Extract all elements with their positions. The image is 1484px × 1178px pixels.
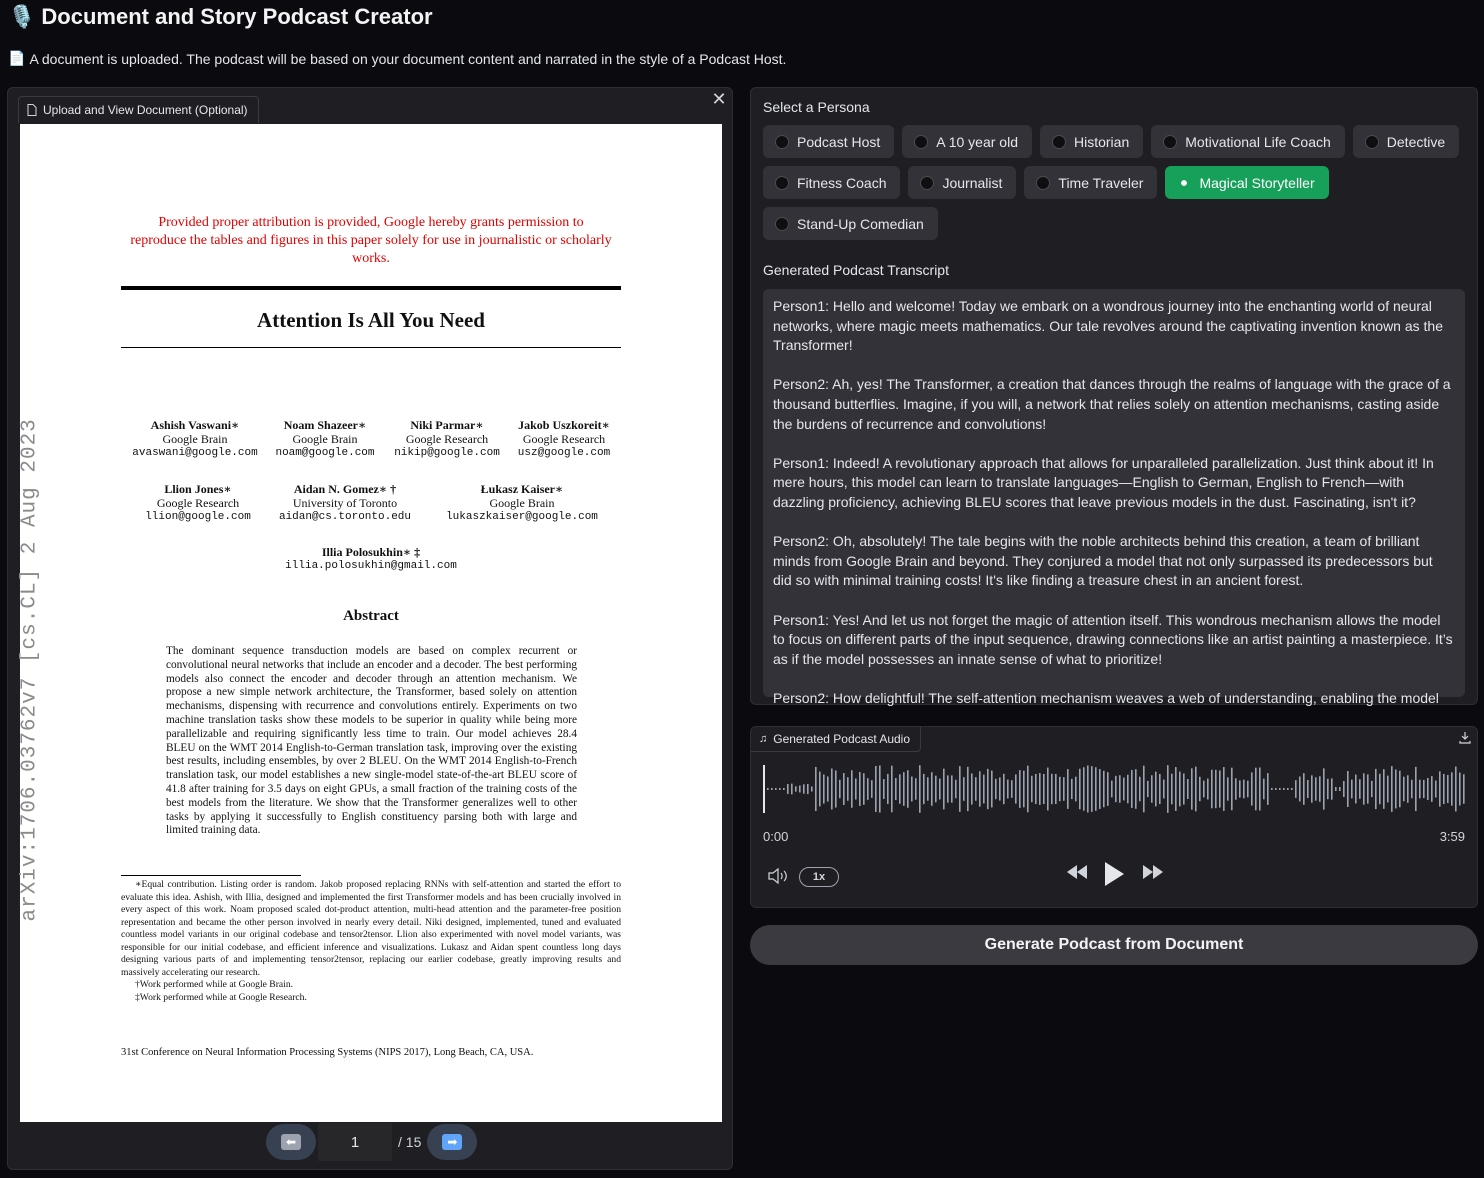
transcript-paragraph: Person1: Hello and welcome! Today we embark on a wondrous journey into the enchanting world of neural networks, where magic meets mathematics. Our tale revolves around the captivating invention known as the Transformer! <box>773 298 1443 354</box>
persona-option-label: Time Traveler <box>1058 174 1144 191</box>
rewind-icon <box>1065 863 1089 881</box>
waveform-bar <box>859 772 861 806</box>
waveform-bar <box>955 780 957 799</box>
generate-podcast-button[interactable]: Generate Podcast from Document <box>750 925 1478 965</box>
waveform-bar <box>1299 777 1301 802</box>
waveform-bar <box>907 770 909 807</box>
author-email: nikip@google.com <box>394 447 500 459</box>
rewind-button[interactable] <box>1065 861 1089 887</box>
waveform-bar <box>1127 775 1129 804</box>
waveform-bar <box>1063 777 1065 801</box>
waveform-bar <box>1267 773 1269 805</box>
waveform-bar <box>1099 769 1101 809</box>
volume-icon[interactable] <box>767 867 789 890</box>
persona-option-label: Podcast Host <box>797 133 881 150</box>
radio-icon <box>914 135 928 149</box>
waveform-bar <box>1327 779 1329 799</box>
persona-row-2 <box>763 166 1329 199</box>
waveform-bar <box>767 788 769 790</box>
radio-icon <box>920 176 934 190</box>
waveform-bar <box>911 777 913 802</box>
abstract-text: The dominant sequence transduction models are based on complex recurrent or convolutional neural networks that include an encoder and a decoder. The best performing models also connect the encoder and decoder through an attention mechanism. We propose a new simple network architecture, the Transformer, based solely on attention mechanisms, dispensing with recurrence and convolutions entirely. Experiments on two machine translation tasks show these models to be superior in quality while being more parallelizable and requiring significantly less time to train. Our model achieves 28.4 BLEU on the WMT 2014 English-to-German translation task, improving over the existing best results, including ensembles, by over 2 BLEU. On the WMT 2014 English-to-French translation task, our model establishes a new single-model state-of-the-art BLEU score of 41.8 after training for 3.5 days on eight GPUs, a small fraction of the training costs of the best models from the literature. We show that the Transformer generalizes well to other tasks by applying it successfully to English constituency parsing both with large and limited training data. <box>166 645 577 837</box>
conference-note: 31st Conference on Neural Information Processing Systems (NIPS 2017), Long Beach, CA, USA. <box>121 1047 534 1058</box>
waveform-bar <box>1103 771 1105 807</box>
waveform-bar <box>1255 768 1257 811</box>
waveform-bar <box>1443 774 1445 804</box>
waveform-bar <box>995 779 997 799</box>
persona-row-3 <box>763 207 938 240</box>
author-name: Ashish Vaswani∗ <box>150 418 240 432</box>
waveform-bar <box>1463 774 1465 803</box>
waveform-bar <box>931 772 933 806</box>
persona-option[interactable] <box>763 166 900 199</box>
waveform-bar <box>771 788 773 790</box>
waveform-bar <box>1079 769 1081 810</box>
waveform-bar <box>1023 771 1025 808</box>
playback-speed-button[interactable]: 1x <box>799 867 839 887</box>
microphone-icon: 🎙️ <box>8 4 36 29</box>
author-name: Noam Shazeer∗ <box>283 418 367 432</box>
persona-option-label: Magical Storyteller <box>1199 174 1315 191</box>
waveform-bar <box>875 766 877 812</box>
radio-icon <box>775 135 789 149</box>
persona-option-label: Journalist <box>942 174 1003 191</box>
waveform-bar <box>1411 780 1413 798</box>
author-block <box>388 418 506 460</box>
waveform-bar <box>1311 775 1313 802</box>
waveform-bar <box>867 778 869 800</box>
author-affiliation: Google Research <box>156 496 240 510</box>
radio-icon <box>775 217 789 231</box>
waveform-bar <box>1351 780 1353 799</box>
file-icon <box>27 104 37 116</box>
waveform-bar <box>855 778 857 799</box>
waveform-bar <box>811 787 813 792</box>
waveform-bar <box>783 788 785 790</box>
waveform-bar <box>1195 767 1197 812</box>
transcript-label: Generated Podcast Transcript <box>763 262 949 278</box>
waveform-bar <box>883 779 885 799</box>
waveform-bar <box>899 774 901 803</box>
waveform-bar <box>1159 774 1161 804</box>
author-block <box>128 418 262 460</box>
audio-panel <box>750 726 1478 908</box>
waveform-bar <box>1051 774 1053 804</box>
audio-waveform[interactable] <box>763 763 1467 815</box>
waveform-bar <box>1211 770 1213 809</box>
persona-option-label: Detective <box>1386 133 1446 150</box>
pdf-page-viewer[interactable] <box>20 124 722 1122</box>
persona-option[interactable] <box>1040 125 1143 158</box>
waveform-bar <box>1235 778 1237 799</box>
waveform-bar <box>891 766 893 813</box>
waveform-bar <box>1387 776 1389 803</box>
waveform-bar <box>1131 770 1133 808</box>
footnotes <box>121 879 621 1004</box>
waveform-bar <box>1379 774 1381 804</box>
persona-option-label: Motivational Life Coach <box>1185 133 1331 150</box>
waveform-bar <box>1271 788 1273 790</box>
waveform-bar <box>1019 770 1021 808</box>
waveform-bar <box>1155 772 1157 807</box>
waveform-bar <box>1163 780 1165 799</box>
waveform-bar <box>1011 780 1013 798</box>
waveform-bar <box>1151 775 1153 803</box>
waveform-bar <box>991 771 993 808</box>
waveform-bar <box>1439 771 1441 806</box>
author-affiliation: Google Brain <box>292 432 358 446</box>
waveform-bar <box>1399 771 1401 807</box>
waveform-bar <box>1227 777 1229 800</box>
persona-transcript-panel <box>750 87 1478 705</box>
author-email: aidan@cs.toronto.edu <box>278 511 412 523</box>
waveform-bar <box>827 776 829 801</box>
author-email: lukaszkaiser@google.com <box>446 511 598 523</box>
waveform-bar <box>803 784 805 793</box>
author-block <box>270 545 472 573</box>
waveform-bar <box>919 765 921 813</box>
waveform-bar <box>1203 781 1205 798</box>
waveform-bar <box>947 775 949 802</box>
audio-current-time: 0:00 <box>763 829 789 844</box>
waveform-bar <box>895 778 897 800</box>
waveform-bar <box>927 777 929 800</box>
waveform-bar <box>1199 777 1201 801</box>
persona-option-label: Fitness Coach <box>797 174 887 191</box>
waveform-bar <box>799 786 801 793</box>
waveform-bar <box>1059 777 1061 801</box>
author-name: Niki Parmar∗ <box>410 418 484 432</box>
waveform-bar <box>1459 773 1461 806</box>
waveform-bar <box>1187 779 1189 799</box>
fast-forward-button[interactable] <box>1141 861 1165 887</box>
waveform-bar <box>1263 779 1265 800</box>
waveform-bar <box>1087 766 1089 813</box>
waveform-bar <box>839 780 841 798</box>
audio-label <box>751 727 921 752</box>
waveform-bar <box>1223 767 1225 811</box>
waveform-bar <box>1339 787 1341 791</box>
persona-option[interactable] <box>763 207 938 240</box>
waveform-bar <box>1047 768 1049 811</box>
radio-icon <box>775 176 789 190</box>
author-block <box>270 418 380 460</box>
waveform-bar <box>807 784 809 794</box>
waveform-bar <box>1067 769 1069 809</box>
app-title-text: Document and Story Podcast Creator <box>41 4 433 29</box>
waveform-bar <box>1243 780 1245 799</box>
transcript-textarea[interactable] <box>763 289 1465 706</box>
waveform-bar <box>1331 778 1333 799</box>
waveform-bar <box>775 788 777 790</box>
footnote-rule <box>121 875 301 876</box>
waveform-bar <box>1291 788 1293 790</box>
persona-option-label: A 10 year old <box>936 133 1018 150</box>
waveform-bar <box>843 773 845 805</box>
author-block <box>135 482 261 524</box>
waveform-bar <box>1031 776 1033 802</box>
persona-option[interactable] <box>908 166 1016 199</box>
waveform-bar <box>1315 777 1317 800</box>
playhead[interactable] <box>763 765 765 813</box>
waveform-bar <box>1119 775 1121 802</box>
waveform-bar <box>1115 776 1117 802</box>
waveform-bar <box>791 784 793 795</box>
author-affiliation: Google Brain <box>489 496 555 510</box>
persona-option[interactable] <box>763 125 894 158</box>
waveform-bar <box>1347 771 1349 807</box>
waveform-bar <box>1231 768 1233 811</box>
author-email: avaswani@google.com <box>132 447 258 459</box>
waveform-bar <box>1135 769 1137 809</box>
status-message <box>8 50 786 67</box>
author-name: Llion Jones∗ <box>164 482 232 496</box>
waveform-bar <box>943 769 945 810</box>
waveform-bar <box>963 777 965 801</box>
close-document-button[interactable]: ✕ <box>711 89 727 109</box>
waveform-bar <box>1147 781 1149 797</box>
footnote-dagger: †Work performed while at Google Brain. <box>135 979 294 990</box>
persona-option[interactable] <box>1024 166 1157 199</box>
upload-label <box>18 96 259 123</box>
author-email: noam@google.com <box>275 447 375 459</box>
waveform-bar <box>1359 779 1361 798</box>
waveform-bar <box>1095 767 1097 811</box>
waveform-bar <box>1215 770 1217 808</box>
waveform-bar <box>887 774 889 804</box>
waveform-bar <box>1247 781 1249 798</box>
document-panel <box>7 87 733 1170</box>
waveform-bar <box>1179 772 1181 807</box>
audio-label-text: Generated Podcast Audio <box>773 732 911 746</box>
waveform-bar <box>1451 772 1453 805</box>
waveform-bar <box>975 777 977 801</box>
radio-icon <box>1052 135 1066 149</box>
previous-page-button[interactable] <box>266 1124 316 1160</box>
author-affiliation: Google Research <box>405 432 489 446</box>
author-affiliation: University of Toronto <box>292 496 398 510</box>
waveform-bar <box>823 774 825 803</box>
waveform-bar <box>831 768 833 809</box>
waveform-bar <box>1015 774 1017 803</box>
waveform-bar <box>1171 774 1173 805</box>
waveform-bar <box>847 777 849 801</box>
title-rule-bottom <box>121 347 621 348</box>
waveform-bar <box>1239 780 1241 797</box>
paper-notice: Provided proper attribution is provided, Google hereby grants permission to reproduce the tables and figures in this paper solely for use in journalistic or scholarly works. <box>130 215 612 266</box>
arrow-right-icon: ➡ <box>442 1134 462 1150</box>
waveform-bar <box>1111 781 1113 798</box>
waveform-bar <box>1003 774 1005 804</box>
radio-icon <box>1036 176 1050 190</box>
waveform-bar <box>1343 781 1345 797</box>
footnote-main: ∗Equal contribution. Listing order is random. Jakob proposed replacing RNNs with self-attention and started the effort to evaluate this idea. Ashish, with Illia, designed and implemented the first Transformer models and has been crucially involved in every aspect of this work. Noam proposed scaled dot-product attention, multi-head attention and the parameter-free position representation and became the other person involved in nearly every detail. Niki designed, implemented, tuned and evaluated countless model variants in our original codebase and tensor2tensor. Llion also experimented with novel model variants, was responsible for our initial codebase, and efficient inference and visualizations. Lukasz and Aidan spent countless long days designing various parts of and implementing tensor2tensor, replacing our earlier codebase, greatly improving results and massively accelerating our research. <box>121 879 621 978</box>
waveform-bar <box>915 778 917 799</box>
waveform-bar <box>987 769 989 809</box>
author-name: Illia Polosukhin∗ ‡ <box>321 545 421 559</box>
waveform-bar <box>1391 766 1393 812</box>
author-block <box>512 418 616 460</box>
waveform-bar <box>1431 776 1433 802</box>
arxiv-stamp: arXiv:1706.03762v7 [cs.CL] 2 Aug 2023 <box>18 418 42 922</box>
status-message-text: A document is uploaded. The podcast will be based on your document content and narrated in the style of a Podcast Host. <box>29 50 787 67</box>
waveform-bar <box>1075 777 1077 802</box>
waveform-bar <box>1027 766 1029 813</box>
waveform-bar <box>1423 780 1425 798</box>
title-rule-top <box>121 286 621 290</box>
author-block <box>272 482 418 524</box>
waveform-bar <box>1383 769 1385 809</box>
document-icon: 📄 <box>8 50 26 66</box>
radio-icon <box>1163 135 1177 149</box>
audio-duration: 3:59 <box>1439 829 1465 844</box>
transcript-paragraph: Person1: Yes! And let us not forget the magic of attention itself. This wondrous mechanism allows the model to focus on different parts of the input sequence, drawing connections like an artist painting a masterpiece. It’s as if the model possesses an innate sense of what to prioritize! <box>773 611 1453 667</box>
waveform-bar <box>1175 767 1177 811</box>
arrow-left-icon: ⬅ <box>281 1134 301 1150</box>
author-name: Jakob Uszkoreit∗ <box>518 418 610 432</box>
transcript-paragraph: Person2: Oh, absolutely! The tale begins with the noble architects behind this creation, a team of brilliant minds from Google Brain and beyond. They conjured a model that not only surpassed its predecessors but did so with minimal training costs! It's like finding a treasure chest in an ancient forest. <box>773 533 1433 589</box>
waveform-bar <box>1363 773 1365 804</box>
persona-row-1 <box>763 125 1459 158</box>
author-affiliation: Google Research <box>522 432 606 446</box>
author-name: Łukasz Kaiser∗ <box>480 482 564 496</box>
waveform-bar <box>851 770 853 808</box>
play-icon <box>1103 861 1125 887</box>
author-email: illia.polosukhin@gmail.com <box>285 560 457 572</box>
persona-label: Select a Persona <box>763 99 870 115</box>
fast-forward-icon <box>1141 863 1165 881</box>
page-navigator <box>266 1124 477 1160</box>
waveform-bar <box>983 775 985 804</box>
waveform-bar <box>1427 778 1429 800</box>
waveform-bar <box>903 772 905 806</box>
upload-label-text: Upload and View Document (Optional) <box>43 103 248 117</box>
waveform-bar <box>999 777 1001 800</box>
waveform-bar <box>939 779 941 800</box>
transcript-paragraph: Person1: Indeed! A revolutionary approach that allows for unparalleled parallelization. Just think about it! In mere hours, this model can learn to translate languages—English to German, English to French—with dazzling proficiency, achieving BLEU scores that leave previous models in the dust. Fascinating, isn't it? <box>773 454 1434 510</box>
waveform-bar <box>863 773 865 805</box>
waveform-bar <box>795 786 797 791</box>
author-email: usz@google.com <box>517 447 611 459</box>
waveform-bar <box>815 767 817 811</box>
waveform-bar <box>1191 768 1193 809</box>
paper-title: Attention Is All You Need <box>257 308 485 332</box>
next-page-button[interactable] <box>427 1124 477 1160</box>
waveform-bar <box>1123 778 1125 801</box>
persona-option[interactable] <box>1151 125 1345 158</box>
waveform-bar <box>1007 780 1009 799</box>
waveform-bar <box>1455 767 1457 812</box>
radio-icon <box>1365 135 1379 149</box>
waveform-bar <box>1295 780 1297 798</box>
waveform-bar <box>1319 776 1321 801</box>
waveform-bar <box>1107 772 1109 806</box>
waveform-bar <box>979 771 981 806</box>
waveform-bar <box>787 784 789 794</box>
waveform-bar <box>871 780 873 798</box>
persona-option-selected[interactable] <box>1165 166 1328 199</box>
waveform-bar <box>879 765 881 812</box>
waveform-bar <box>1091 766 1093 812</box>
author-block <box>440 482 604 524</box>
author-affiliation: Google Brain <box>162 432 228 446</box>
waveform-bar <box>779 788 781 790</box>
author-email: llion@google.com <box>145 511 251 523</box>
waveform-bar <box>1083 767 1085 810</box>
waveform-bar <box>935 776 937 803</box>
waveform-bar <box>819 772 821 807</box>
waveform-bar <box>1279 788 1281 790</box>
waveform-bar <box>1167 765 1169 813</box>
waveform-bar <box>1367 774 1369 803</box>
page-number-input[interactable] <box>318 1123 392 1161</box>
waveform-bar <box>1395 770 1397 809</box>
author-name: Aidan N. Gomez∗ † <box>293 482 397 496</box>
waveform-bar <box>1355 775 1357 804</box>
waveform-bar <box>1447 775 1449 803</box>
music-note-icon: ♫ <box>759 733 768 745</box>
waveform-bar <box>1219 770 1221 807</box>
waveform-bar <box>1183 773 1185 804</box>
waveform-bar <box>1251 772 1253 805</box>
waveform-bar <box>1323 768 1325 809</box>
app-title <box>8 4 433 30</box>
waveform-bar <box>835 770 837 807</box>
waveform-bar <box>951 775 953 802</box>
waveform-bar <box>1207 779 1209 800</box>
waveform-bar <box>1143 766 1145 813</box>
waveform-bar <box>1287 788 1289 790</box>
waveform-bar <box>1139 777 1141 802</box>
waveform-bar <box>1371 781 1373 797</box>
abstract-heading: Abstract <box>343 608 399 624</box>
download-icon[interactable] <box>1459 731 1471 747</box>
waveform-bar <box>1303 773 1305 805</box>
radio-checked-icon <box>1177 176 1191 190</box>
transcript-paragraph: Person2: How delightful! The self-attention mechanism weaves a web of understanding, enabling the model <box>773 689 1439 706</box>
waveform-bar <box>923 774 925 804</box>
waveform-bar <box>1055 774 1057 804</box>
persona-option[interactable] <box>1353 125 1459 158</box>
waveform-bar <box>1275 788 1277 790</box>
waveform-bar <box>1435 781 1437 798</box>
waveform-bar <box>1419 780 1421 799</box>
waveform-bar <box>1375 769 1377 809</box>
waveform-bar <box>1259 768 1261 811</box>
waveform-bar <box>1035 774 1037 804</box>
waveform-bar <box>1039 773 1041 805</box>
persona-option-label: Stand-Up Comedian <box>797 215 924 232</box>
waveform-bar <box>1307 780 1309 798</box>
waveform-bar <box>1283 788 1285 790</box>
play-button[interactable] <box>1103 861 1125 893</box>
waveform-bar <box>1415 767 1417 811</box>
waveform-bar <box>959 766 961 812</box>
persona-option-label: Historian <box>1074 133 1130 150</box>
waveform-bar <box>1071 779 1073 799</box>
waveform-bar <box>967 767 969 811</box>
waveform-bar <box>1403 777 1405 802</box>
persona-option[interactable] <box>902 125 1032 158</box>
waveform-bar <box>971 773 973 804</box>
waveform-bar <box>1335 787 1337 791</box>
waveform-bar <box>1407 775 1409 803</box>
transcript-paragraph: Person2: Ah, yes! The Transformer, a creation that dances through the realms of language with the grace of a thousand butterflies. Imagine, if you will, a network that relies solely on attention mechanisms, casting aside the burdens of recurrence and convolutions! <box>773 376 1451 432</box>
footnote-ddagger: ‡Work performed while at Google Research. <box>135 991 307 1003</box>
waveform-bar <box>1043 774 1045 804</box>
page-total: / 15 <box>398 1134 422 1150</box>
